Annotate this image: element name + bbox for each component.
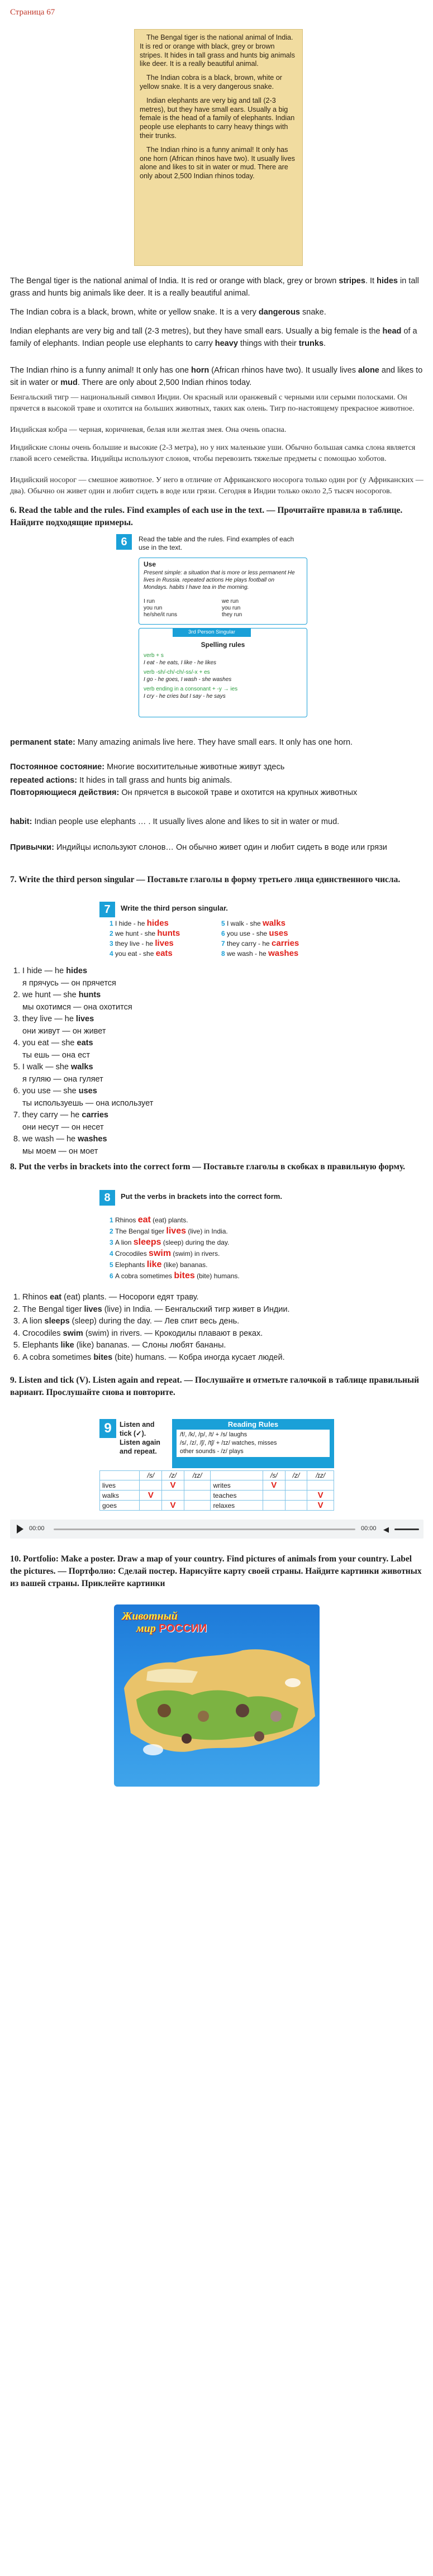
- ex9-tick-cell[interactable]: [285, 1480, 307, 1491]
- ex7-answer-ru: мы моем — он моет: [22, 1146, 98, 1156]
- map-title-2: мир: [136, 1622, 156, 1635]
- ex7-item-prompt: they live - he: [115, 940, 155, 947]
- textbook-text: [140, 34, 297, 186]
- ex8-item-rest: (swim) in rivers.: [171, 1250, 220, 1258]
- ex7-answer-item: [22, 1134, 425, 1158]
- ex8-image-row: [110, 1248, 344, 1259]
- ex8-image-row: [110, 1270, 344, 1282]
- ex7-image: [99, 902, 345, 960]
- ex7-item-number: 1: [110, 920, 116, 927]
- ex9-tick-cell[interactable]: V: [307, 1491, 334, 1501]
- ex9-rules-title: Reading Rules: [227, 1420, 279, 1429]
- ex7-answer-verb: hides: [66, 966, 88, 975]
- ex7-answer-en: you use — she: [22, 1087, 79, 1096]
- ex9-tick-cell[interactable]: [140, 1480, 162, 1491]
- ex6-habit: habit: Indian people use elephants … . It usually lives alone and likes to sit in water or mud.: [10, 817, 340, 826]
- ex9-col-header: /ɪz/: [307, 1471, 334, 1480]
- ex8-image: [99, 1190, 345, 1284]
- ex8-item-rest: (live) in India.: [186, 1227, 228, 1235]
- ex8-answer-verb: eat: [50, 1293, 62, 1302]
- ex9-table: [99, 1470, 334, 1511]
- ex7-answer-verb: washes: [78, 1135, 107, 1144]
- ex8-item-number: 5: [110, 1261, 116, 1269]
- ex8-answer-item: [22, 1328, 425, 1340]
- ex8-answer-rest: (live) in India. — Бенгальский тигр живет в Индии.: [102, 1304, 290, 1314]
- ex8-item-rest: (sleep) during the day.: [161, 1239, 230, 1246]
- ex7-answer-ru: ты ешь — она ест: [22, 1050, 91, 1060]
- ex8-answer-verb: sleeps: [44, 1317, 70, 1326]
- ex7-answer-verb: uses: [78, 1087, 97, 1096]
- ex8-image-row: [110, 1215, 344, 1226]
- ex7-image-row: [221, 918, 344, 928]
- reading-ru-2: Индийская кобра — черная, коричневая, белая или желтая змея. Она очень опасна.: [10, 426, 287, 434]
- ex9-tick-cell[interactable]: V: [140, 1491, 162, 1501]
- ex7-item-prompt: I hide - he: [115, 920, 147, 927]
- ex8-answer-item: [22, 1352, 425, 1364]
- ex9-header-blank: [211, 1471, 263, 1480]
- ex8-item-number: 2: [110, 1227, 116, 1235]
- ex6-use-title: Use: [144, 560, 156, 568]
- map-title-3: РОССИИ: [159, 1622, 207, 1635]
- ex7-answer-verb: lives: [75, 1015, 94, 1023]
- ex8-answer-subject: A cobra sometimes: [22, 1353, 94, 1362]
- ex9-tick-cell[interactable]: V: [162, 1501, 184, 1511]
- textbook-para-1: The Bengal tiger is the national animal of India. It is red or orange with black, grey or brown stripes. It hides in tall grass and hunts big animals like deer. It is a really beautiful animal.: [140, 34, 295, 68]
- ex6-conjugation: I run we run you run you run he/she/it runs they run: [144, 598, 242, 618]
- ex7-image-row: [110, 939, 221, 949]
- poster-map: [114, 1604, 320, 1787]
- ex8-answer-subject: The Bengal tiger: [22, 1304, 84, 1314]
- ex9-tick-cell[interactable]: [184, 1491, 211, 1501]
- ex7-instruction: Write the third person singular.: [121, 904, 228, 912]
- ex9-tick-cell[interactable]: V: [263, 1480, 285, 1491]
- ex6-rule-3-example: I cry - he cries but I say - he says: [144, 693, 226, 699]
- reading-ru-1: Бенгальский тигр — национальный символ Индии. Он красный или оранжевый с черными или серыми полосками. Он прячется в высокой траве и охотится на больших животных, таких как олень. Тигр по-настоящему прекрасное животное.: [10, 393, 415, 413]
- ex7-answer-verb: carries: [82, 1111, 108, 1120]
- ex7-answer-item: [22, 1013, 425, 1037]
- ex7-answer-item: [22, 989, 425, 1013]
- ex9-tick-cell[interactable]: V: [307, 1501, 334, 1511]
- volume-icon[interactable]: ◀: [383, 1525, 389, 1534]
- ex7-image-row: [221, 949, 344, 959]
- reading-en-4: The Indian rhino is a funny animal! It only has one horn (African rhinos have two). It usually lives alone and likes to sit in water or mud. There are only about 2,500 Indian rhinos today.: [10, 366, 423, 387]
- ex9-rule-1: /f/, /k/, /p/, /t/ + /s/ laughs: [180, 1431, 248, 1438]
- ex8-item-prompt: Crocodiles: [115, 1250, 149, 1258]
- ex7-answer-verb: walks: [71, 1063, 93, 1072]
- ex9-word-left: goes: [100, 1501, 140, 1511]
- ex6-use-text: Present simple: a situation that is more or less permanent He lives in Russia. repeated actions He plays football on Mondays. habits I have tea in the morning.: [144, 570, 295, 591]
- ex7-item-answer: hides: [146, 918, 169, 928]
- ex8-header: 8. Put the verbs in brackets into the correct form — Поставьте глаголы в скобках в правильную форму.: [10, 1162, 406, 1172]
- reading-ru-3: Индийские слоны очень большие и высокие (2-3 метра), но у них маленькие уши. Обычно большая самка слона является главой всего семейства. Индийцы используют слонов, чтобы перевозить тяжелые предметы с помощью хоботов.: [10, 444, 416, 463]
- ex7-image-row: [110, 918, 221, 928]
- ex7-number: 7: [99, 902, 115, 917]
- ex9-col-header: /s/: [263, 1471, 285, 1480]
- ex8-answer-rest: (eat) plants. — Носороги едят траву.: [61, 1293, 199, 1302]
- ex9-word-right: teaches: [211, 1491, 263, 1501]
- ex8-instruction: Put the verbs in brackets into the correct form.: [121, 1192, 282, 1201]
- ex6-habit-ru: Привычки: Индийцы используют слонов… Он обычно живет один и любит сидеть в воде или грязи: [10, 843, 387, 852]
- ex7-item-prompt: you use - she: [227, 930, 269, 937]
- ex7-item-answer: uses: [269, 928, 288, 938]
- ex8-answer-rest: (like) bananas. — Слоны любят бананы.: [74, 1341, 226, 1350]
- ex7-answer-ru: они живут — он живет: [22, 1026, 106, 1036]
- ex9-word-left: walks: [100, 1491, 140, 1501]
- ex7-answer-ru: я гуляю — она гуляет: [22, 1074, 103, 1084]
- ex6-repeated: repeated actions: It hides in tall grass and hunts big animals.: [10, 776, 232, 785]
- ex6-spelling-box: [139, 628, 307, 717]
- ex9-tick-cell[interactable]: [184, 1480, 211, 1491]
- ex8-answer-subject: Crocodiles: [22, 1329, 63, 1338]
- ex8-item-answer: bites: [174, 1271, 195, 1280]
- reading-ru-4: Индийский носорог — смешное животное. У него в отличие от Африканского носорога только один рог (у Африканских — два). Обычно он живет один и любит сидеть в воде или грязи. Сегодня в Индии только около 2,5 тысяч носорогов.: [10, 476, 424, 496]
- ex8-answer-rest: (bite) humans. — Кобра иногда кусает людей.: [112, 1353, 285, 1362]
- ex8-item-answer: eat: [137, 1215, 151, 1225]
- ex9-number: 9: [99, 1419, 116, 1438]
- ex8-item-prompt: A cobra sometimes: [115, 1272, 174, 1280]
- ex8-answer-item: [22, 1292, 425, 1304]
- audio-player[interactable]: [10, 1520, 424, 1539]
- ex8-answer-rest: (sleep) during the day. — Лев спит весь день.: [69, 1317, 240, 1326]
- ex8-number: 8: [99, 1190, 115, 1206]
- ex8-item-prompt: Rhinos: [115, 1216, 138, 1224]
- ex7-answer-verb: eats: [77, 1039, 93, 1047]
- ex8-answer-item: [22, 1340, 425, 1352]
- ex9-tick-cell[interactable]: [307, 1480, 334, 1491]
- ex7-item-prompt: I walk - she: [227, 920, 263, 927]
- ex9-col-header: /s/: [140, 1471, 162, 1480]
- ex9-tick-cell[interactable]: [263, 1501, 285, 1511]
- play-icon[interactable]: [17, 1525, 23, 1534]
- ex7-item-number: 3: [110, 940, 116, 947]
- ex8-item-prompt: Elephants: [115, 1261, 147, 1269]
- ex6-rule-2: verb -sh/-ch/-ch/-ss/-x + es: [144, 669, 210, 675]
- current-time: 00:00: [29, 1525, 45, 1532]
- ex7-answer-verb: hunts: [78, 991, 101, 999]
- ex7-answers: [22, 965, 425, 1158]
- ex8-answer-subject: A lion: [22, 1317, 45, 1326]
- ex6-rule-2-example: I go - he goes, I wash - she washes: [144, 677, 232, 683]
- ex7-item-number: 2: [110, 930, 116, 937]
- ex6-spelling-title: Spelling rules: [201, 641, 245, 649]
- ex9-header: 9. Listen and tick (V). Listen again and repeat. — Послушайте и отметьте галочкой в таблице правильный вариант. Прослушайте снова и повторите.: [10, 1375, 420, 1397]
- ex7-item-prompt: you eat - she: [115, 950, 156, 958]
- ex9-col-header: /ɪz/: [184, 1471, 211, 1480]
- ex7-answer-en: I hide — he: [22, 966, 66, 975]
- ex8-answer-verb: swim: [63, 1329, 83, 1338]
- ex8-item-prompt: The Bengal tiger: [115, 1227, 166, 1235]
- ex8-item-rest: (bite) humans.: [194, 1272, 240, 1280]
- ex9-word-left: lives: [100, 1480, 140, 1491]
- ex9-tick-cell[interactable]: [263, 1491, 285, 1501]
- ex9-tick-cell[interactable]: [140, 1501, 162, 1511]
- seek-bar[interactable]: [54, 1529, 355, 1530]
- breadcrumb[interactable]: Страница 67: [10, 8, 55, 17]
- ex8-answers: [22, 1292, 425, 1364]
- ex7-answer-item: [22, 965, 425, 989]
- ex9-reading-rules: [172, 1419, 334, 1468]
- ex7-image-row: [110, 928, 221, 939]
- ex8-item-answer: swim: [149, 1249, 172, 1258]
- ex6-header: 6. Read the table and the rules. Find examples of each use in the text. — Прочитайте правила в таблице. Найдите подходящие примеры.: [10, 506, 403, 527]
- ex8-answer-item: [22, 1316, 425, 1328]
- ex7-answer-en: we wash — he: [22, 1135, 78, 1144]
- ex8-item-prompt: A lion: [115, 1239, 134, 1246]
- ex7-answer-ru: они несут — он несет: [22, 1122, 104, 1132]
- ex7-item-answer: walks: [263, 918, 286, 928]
- ex9-instruction: Listen and tick (✓). Listen again and repeat.: [120, 1421, 160, 1455]
- map-title-1: Животный: [122, 1610, 178, 1622]
- ex7-item-number: 8: [221, 950, 227, 958]
- ex9-col-header: /z/: [285, 1471, 307, 1480]
- ex7-item-number: 6: [221, 930, 227, 937]
- ex7-answer-en: you eat — she: [22, 1039, 77, 1047]
- ex6-repeated-ru: Повторяющиеся действия: Он прячется в высокой траве и охотится на крупных животных: [10, 788, 358, 797]
- ex7-image-row: [110, 949, 221, 959]
- ex9-tick-cell[interactable]: [285, 1501, 307, 1511]
- ex7-item-number: 7: [221, 940, 227, 947]
- ex8-answer-verb: lives: [84, 1304, 102, 1314]
- ex7-answer-en: we hunt — she: [22, 991, 79, 999]
- ex8-item-answer: sleeps: [133, 1237, 161, 1247]
- ex8-item-number: 4: [110, 1250, 116, 1258]
- ex8-item-number: 3: [110, 1239, 116, 1246]
- ex8-item-answer: lives: [166, 1226, 186, 1236]
- ex7-answer-item: [22, 1085, 425, 1110]
- ex7-answer-ru: я прячусь — он прячется: [22, 978, 116, 988]
- ex6-rule-image: [114, 532, 320, 722]
- ex9-tick-cell[interactable]: [184, 1501, 211, 1511]
- ex7-answer-en: they carry — he: [22, 1111, 82, 1120]
- ex6-rule-1: verb + s: [144, 653, 164, 659]
- ex7-item-number: 5: [221, 920, 227, 927]
- textbook-image: [134, 29, 303, 266]
- ex8-answer-subject: Rhinos: [22, 1293, 50, 1302]
- volume-slider[interactable]: [394, 1529, 419, 1530]
- ex7-answer-en: I walk — she: [22, 1063, 72, 1072]
- ex7-answer-item: [22, 1037, 425, 1061]
- ex8-image-row: [110, 1226, 344, 1237]
- ex7-header: 7. Write the third person singular — Поставьте глаголы в форму третьего лица единственного числа.: [10, 875, 401, 884]
- ex7-item-prompt: they carry - he: [227, 940, 272, 947]
- textbook-para-2: The Indian cobra is a black, brown, white or yellow snake. It is a very dangerous snake.: [140, 74, 282, 91]
- ex8-answer-verb: like: [60, 1341, 74, 1350]
- ex7-answer-en: they live — he: [22, 1015, 76, 1023]
- ex8-item-answer: like: [146, 1260, 162, 1269]
- ex9-header-blank: [100, 1471, 140, 1480]
- ex9-word-right: relaxes: [211, 1501, 263, 1511]
- ex8-item-rest: (like) bananas.: [161, 1261, 208, 1269]
- textbook-para-3: Indian elephants are very big and tall (2-3 metres), but they have small ears. Usually a big female is the head of a family of elephants. Indian people use elephants to carry heavy things with their trunks.: [140, 96, 295, 140]
- ex8-image-row: [110, 1237, 344, 1248]
- ex7-item-prompt: we wash - he: [227, 950, 269, 958]
- ex9-word-right: writes: [211, 1480, 263, 1491]
- ex8-item-rest: (eat) plants.: [150, 1216, 188, 1224]
- ex8-answer-subject: Elephants: [22, 1341, 61, 1350]
- ex6-number: 6: [116, 534, 132, 550]
- ex6-permanent: permanent state: Many amazing animals live here. They have small ears. It only has one horn.: [10, 738, 353, 747]
- reading-en-2: The Indian cobra is a black, brown, white or yellow snake. It is a very dangerous snake.: [10, 308, 326, 317]
- ex6-instruction: Read the table and the rules. Find examples of each use in the text.: [139, 535, 294, 551]
- ex9-tick-cell[interactable]: [285, 1491, 307, 1501]
- ex7-answer-ru: мы охотимся — она охотится: [22, 1002, 132, 1012]
- ex9-rule-2: /s/, /z/, /ʃ/, /tʃ/ + /ɪz/ watches, misses: [180, 1440, 277, 1446]
- ex9-rule-3: other sounds - /z/ plays: [180, 1448, 244, 1455]
- ex7-item-answer: washes: [268, 949, 299, 958]
- ex10-header: 10. Portfolio: Make a poster. Draw a map of your country. Find pictures of animals from your country. Label the pictures. — Портфолио: Сделай постер. Нарисуйте карту своей страны. Найдите картинки животных из вашей страны. Приклейте картинки: [10, 1554, 422, 1588]
- ex6-rule-1-example: I eat - he eats, I like - he likes: [144, 660, 217, 666]
- duration-time: 00:00: [361, 1525, 377, 1532]
- reading-en-3: Indian elephants are very big and tall (2-3 metres), but they have small ears. Usually a big female is the head of a family of elephants. Indian people use elephants to carry heavy things with their trunks.: [10, 327, 417, 348]
- ex6-use-box: [139, 558, 307, 625]
- ex7-item-prompt: we hunt - she: [115, 930, 158, 937]
- ex7-answer-ru: ты используешь — она использует: [22, 1098, 154, 1108]
- ex7-item-answer: eats: [155, 949, 173, 958]
- ex7-answer-item: [22, 1110, 425, 1134]
- ex8-answer-verb: bites: [93, 1353, 113, 1362]
- textbook-para-4: The Indian rhino is a funny animal! It only has one horn (African rhinos have two). It usually lives alone and likes to sit in water or mud. There are only about 2,500 Indian rhinos today.: [140, 145, 295, 180]
- ex9-tick-cell[interactable]: [162, 1491, 184, 1501]
- ex9-image: [99, 1419, 336, 1510]
- ex7-item-answer: carries: [272, 939, 299, 948]
- ex8-item-number: 1: [110, 1216, 116, 1224]
- ex9-tick-cell[interactable]: V: [162, 1480, 184, 1491]
- ex6-permanent-ru: Постоянное состояние: Многие восхитительные животные живут здесь: [10, 763, 285, 772]
- ex8-answer-item: [22, 1304, 425, 1316]
- ex7-image-row: [221, 939, 344, 949]
- ex8-item-number: 6: [110, 1272, 116, 1280]
- ex8-answer-rest: (swim) in rivers. — Крокодилы плавают в реках.: [83, 1329, 263, 1338]
- ex6-tab: 3rd Person Singular: [173, 628, 251, 637]
- ex9-col-header: /z/: [162, 1471, 184, 1480]
- ex8-image-row: [110, 1259, 344, 1270]
- ex7-item-answer: lives: [155, 939, 174, 948]
- ex6-rule-3: verb ending in a consonant + -y → ies: [144, 686, 238, 692]
- ex7-item-answer: hunts: [157, 928, 180, 938]
- ex7-item-number: 4: [110, 950, 116, 958]
- ex7-answer-item: [22, 1061, 425, 1085]
- ex7-image-row: [221, 928, 344, 939]
- reading-en-1: The Bengal tiger is the national animal of India. It is red or orange with black, grey or brown stripes. It hides in tall grass and hunts big animals like deer. It is a really beautiful animal.: [10, 277, 419, 298]
